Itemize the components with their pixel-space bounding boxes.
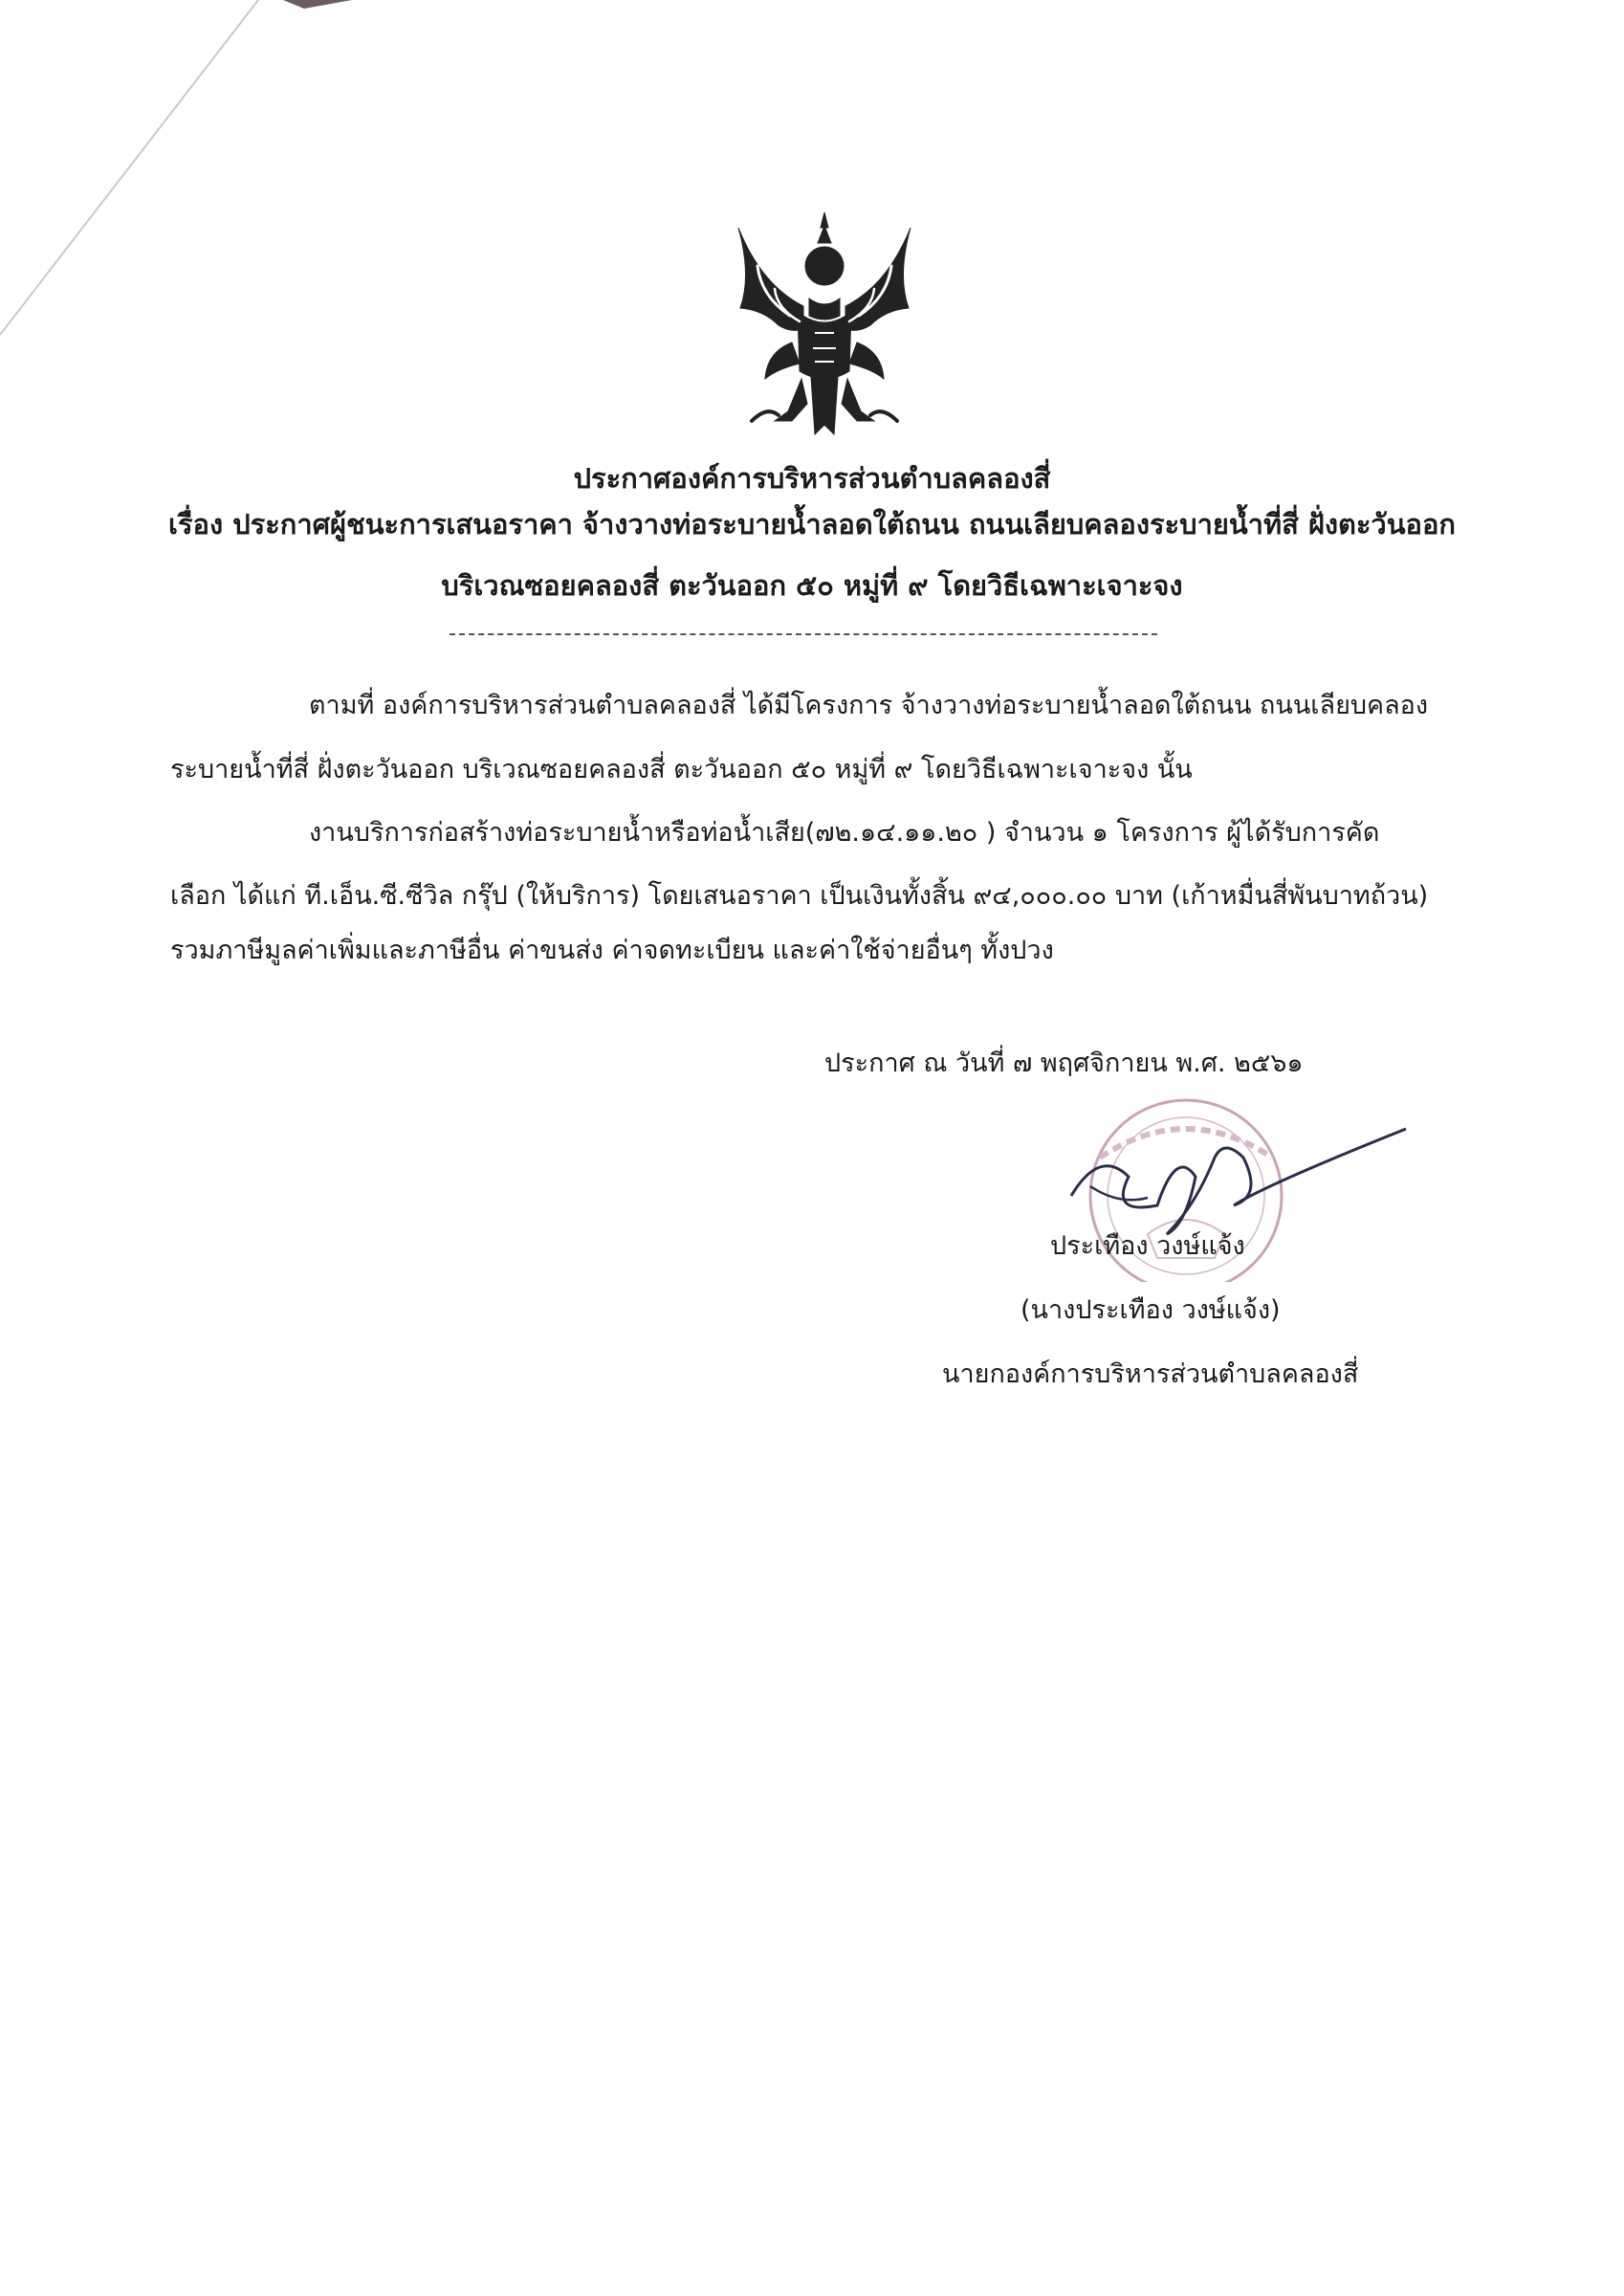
paragraph-1-line-2: ระบายน้ำที่สี่ ฝั่งตะวันออก บริเวณซอยคลองสี่ ตะวันออก ๕๐ หมู่ที่ ๙ โดยวิธีเฉพาะเจาะจง นั้น xyxy=(170,755,1193,784)
signer-full-name: (นางประเทือง วงษ์แจ้ง) xyxy=(1020,1295,1281,1325)
announcement-subject-line-2: บริเวณซอยคลองสี่ ตะวันออก ๕๐ หมู่ที่ ๙ โดยวิธีเฉพาะเจาะจง xyxy=(441,569,1183,602)
announcement-subject-line-1: เรื่อง ประกาศผู้ชนะการเสนอราคา จ้างวางท่อระบายน้ำลอดใต้ถนน ถนนเลียบคลองระบายน้ำที่สี่ ฝั่งตะวันออก xyxy=(168,508,1456,541)
signer-position: นายกองค์การบริหารส่วนตำบลคลองสี่ xyxy=(942,1359,1359,1389)
announcement-title: ประกาศองค์การบริหารส่วนตำบลคลองสี่ xyxy=(573,462,1051,495)
paragraph-2-line-3: รวมภาษีมูลค่าเพิ่มและภาษีอื่น ค่าขนส่ง ค่าจดทะเบียน และค่าใช้จ่ายอื่นๆ ทั้งปวง xyxy=(170,936,1054,965)
announcement-date: ประกาศ ณ วันที่ ๗ พฤศจิกายน พ.ศ. ๒๕๖๑ xyxy=(824,1049,1304,1078)
garuda-emblem-icon xyxy=(719,209,930,448)
signature-name: ประเทือง วงษ์แจ้ง xyxy=(1050,1231,1245,1261)
paragraph-1-line-1: ตามที่ องค์การบริหารส่วนตำบลคลองสี่ ได้มีโครงการ จ้างวางท่อระบายน้ำลอดใต้ถนน ถนนเลียบคลอง xyxy=(309,691,1429,720)
dashed-divider xyxy=(450,633,1157,635)
paragraph-2-line-1: งานบริการก่อสร้างท่อระบายน้ำหรือท่อน้ำเสีย(๗๒.๑๔.๑๑.๒๐ ) จำนวน ๑ โครงการ ผู้ได้รับการคัด xyxy=(309,818,1380,848)
paragraph-2-line-2: เลือก ได้แก่ ที.เอ็น.ซี.ซีวิล กรุ๊ป (ให้บริการ) โดยเสนอราคา เป็นเงินทั้งสิ้น ๙๔,๐๐๐.๐๐ บาท (เก้าหมื่นสี่พันบาทถ้วน) xyxy=(170,881,1429,911)
